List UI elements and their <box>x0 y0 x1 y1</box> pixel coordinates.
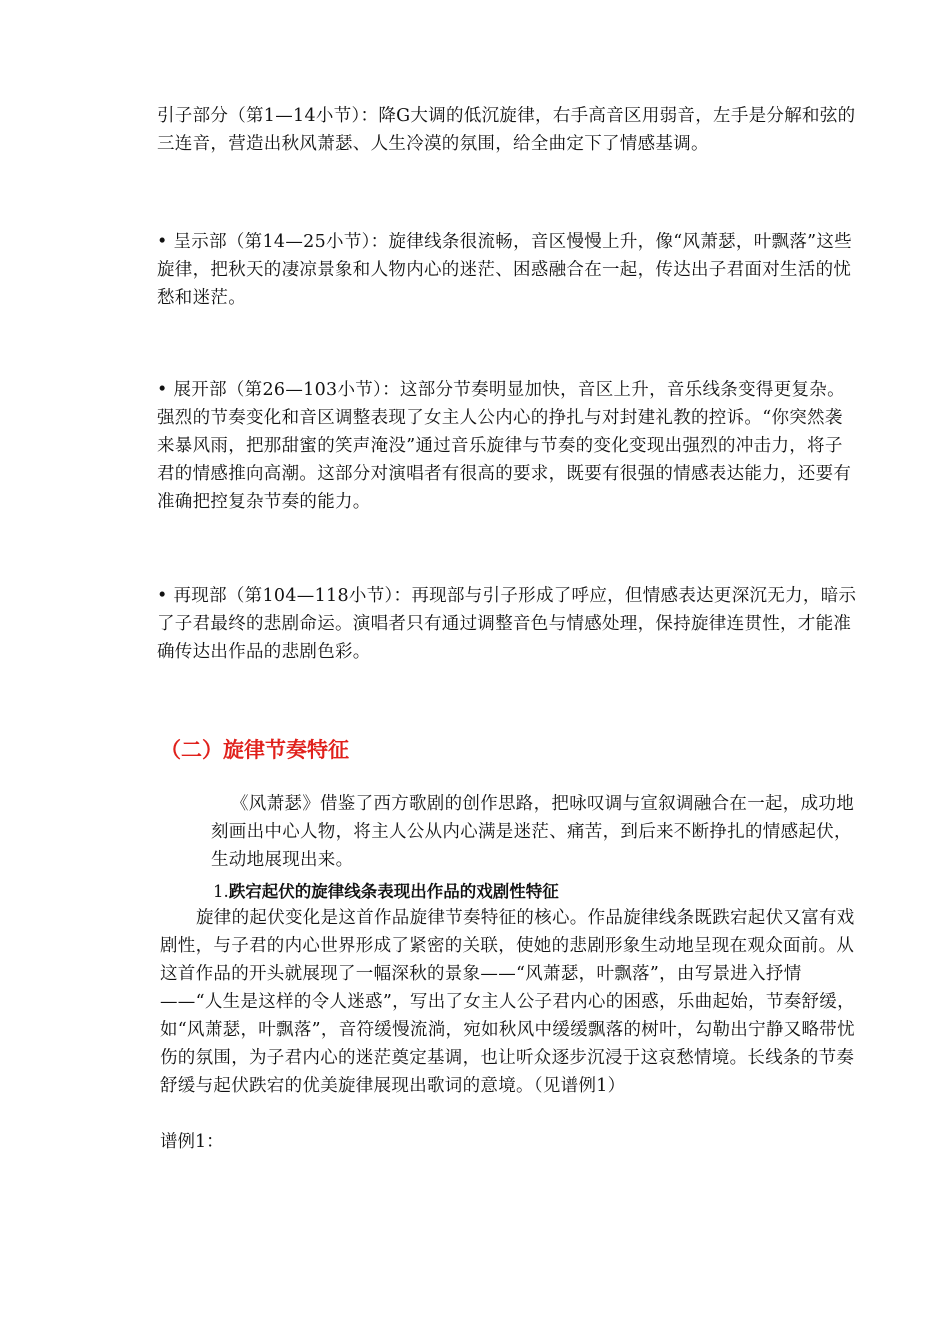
body-paragraph: 旋律的起伏变化是这首作品旋律节奏特征的核心。作品旋律线条既跌宕起伏又富有戏剧性，与子君的内心世界形成了紧密的关联，使她的悲剧形象生动地呈现在观众面前。从这首作品的开头就展现了一幅深秋的景象——“风萧瑟，叶飘落”，由写景进入抒情——“人生是这样的令人迷惑”，写出了女主人公子君内心的困惑，乐曲起始，节奏舒缓，如“风萧瑟，叶飘落”，音符缓慢流淌，宛如秋风中缓缓飘落的树叶，勾勒出宁静又略带忧伤的氛围，为子君内心的迷茫奠定基调，也让听众逐步沉浸于这哀愁情境。长线条的节奏舒缓与起伏跌宕的优美旋律展现出歌词的意境。（见谱例1） <box>160 908 855 1096</box>
section-heading: （二）旋律节奏特征 <box>160 738 349 762</box>
bullet-recapitulation: • 再现部（第104—118小节）：再现部与引子形成了呼应，但情感表达更深沉无力，暗示了子君最终的悲剧命运。演唱者只有通过调整音色与情感处理，保持旋律连贯性，才能准确传达出作品的悲剧色彩。 <box>157 586 857 662</box>
subheading-number: 1. <box>213 882 229 901</box>
score-example-caption: 谱例1： <box>160 1132 224 1152</box>
section-intro-text: 《风萧瑟》借鉴了西方歌剧的创作思路，把咏叹调与宣叙调融合在一起，成功地刻画出中心人物，将主人公从内心满是迷茫、痛苦，到后来不断挣扎的情感起伏，生动地展现出来。 <box>211 794 854 870</box>
subheading-text: 跌宕起伏的旋律线条表现出作品的戏剧性特征 <box>228 882 559 901</box>
section-intro-paragraph <box>211 790 856 874</box>
intro-paragraph: 引子部分（第1—14小节）：降G大调的低沉旋律，右手高音区用弱音，左手是分解和弦的三连音，营造出秋风萧瑟、人生冷漠的氛围，给全曲定下了情感基调。 <box>157 106 856 154</box>
bullet-development: • 展开部（第26—103小节）：这部分节奏明显加快，音区上升，音乐线条变得更复杂。强烈的节奏变化和音区调整表现了女主人公内心的挣扎与对封建礼教的控诉。“你突然袭来暴风雨，把那甜蜜的笑声淹没”通过音乐旋律与节奏的变化变现出强烈的冲击力，将子君的情感推向高潮。这部分对演唱者有很高的要求，既要有很强的情感表达能力，还要有准确把控复杂节奏的能力。 <box>157 380 852 512</box>
bullet-exposition: • 呈示部（第14—25小节）：旋律线条很流畅，音区慢慢上升，像“风萧瑟，叶飘落”这些旋律，把秋天的凄凉景象和人物内心的迷茫、困惑融合在一起，传达出子君面对生活的忧愁和迷茫。 <box>157 232 852 308</box>
subheading <box>213 878 559 902</box>
